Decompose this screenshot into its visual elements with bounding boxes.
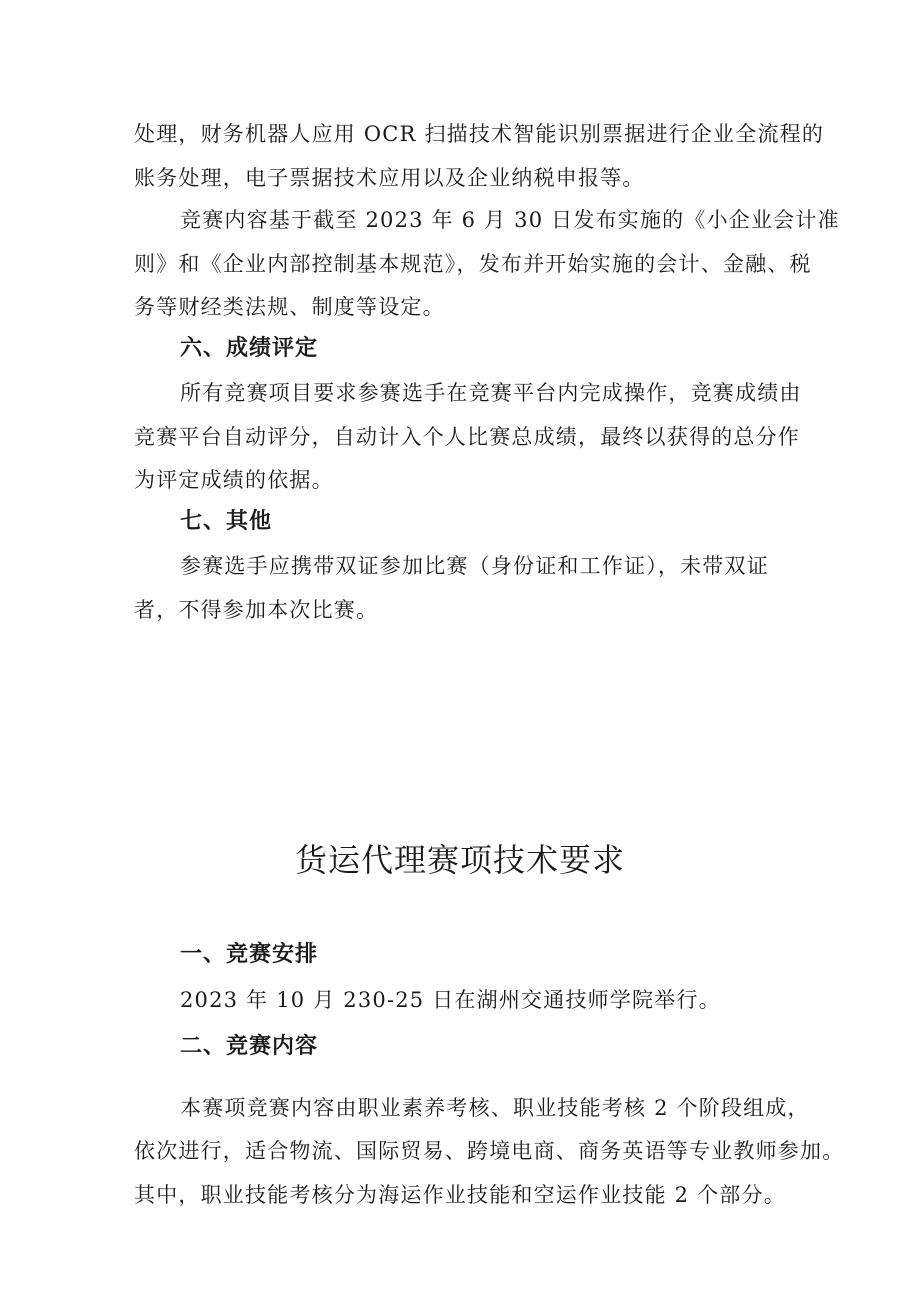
paragraph-line: 为评定成绩的依据。 <box>134 468 334 492</box>
page-title: 货运代理赛项技术要求 <box>294 841 625 879</box>
paragraph-line: 者，不得参加本次比赛。 <box>134 598 379 622</box>
paragraph-line: 账务处理，电子票据技术应用以及企业纳税申报等。 <box>134 166 645 190</box>
section-heading: 七、其他 <box>180 509 273 534</box>
paragraph-line: 竞赛平台自动评分，自动计入个人比赛总成绩，最终以获得的总分作 <box>134 425 800 449</box>
paragraph-line: 2023 年 10 月 230-25 日在湖州交通技师学院举行。 <box>180 988 721 1012</box>
paragraph-line: 本赛项竞赛内容由职业素养考核、职业技能考核 2 个阶段组成， <box>180 1096 810 1120</box>
paragraph-line: 所有竞赛项目要求参赛选手在竞赛平台内完成操作，竞赛成绩由 <box>180 381 802 405</box>
paragraph-line: 竞赛内容基于截至 2023 年 6 月 30 日发布实施的《小企业会计准 <box>180 208 840 232</box>
paragraph-line: 则》和《企业内部控制基本规范》，发布并开始实施的会计、金融、税 <box>134 252 812 276</box>
paragraph-line: 务等财经类法规、制度等设定。 <box>134 295 445 319</box>
paragraph-line: 处理，财务机器人应用 OCR 扫描技术智能识别票据进行企业全流程的 <box>134 122 825 146</box>
paragraph-line: 依次进行，适合物流、国际贸易、跨境电商、商务英语等专业教师参加。 <box>134 1139 845 1163</box>
paragraph-line: 其中，职业技能考核分为海运作业技能和空运作业技能 2 个部分。 <box>134 1183 786 1207</box>
section-heading: 二、竞赛内容 <box>180 1034 319 1059</box>
paragraph-line: 参赛选手应携带双证参加比赛（身份证和工作证），未带双证 <box>180 554 769 578</box>
section-heading: 六、成绩评定 <box>180 336 319 361</box>
section-heading: 一、竞赛安排 <box>180 942 319 967</box>
